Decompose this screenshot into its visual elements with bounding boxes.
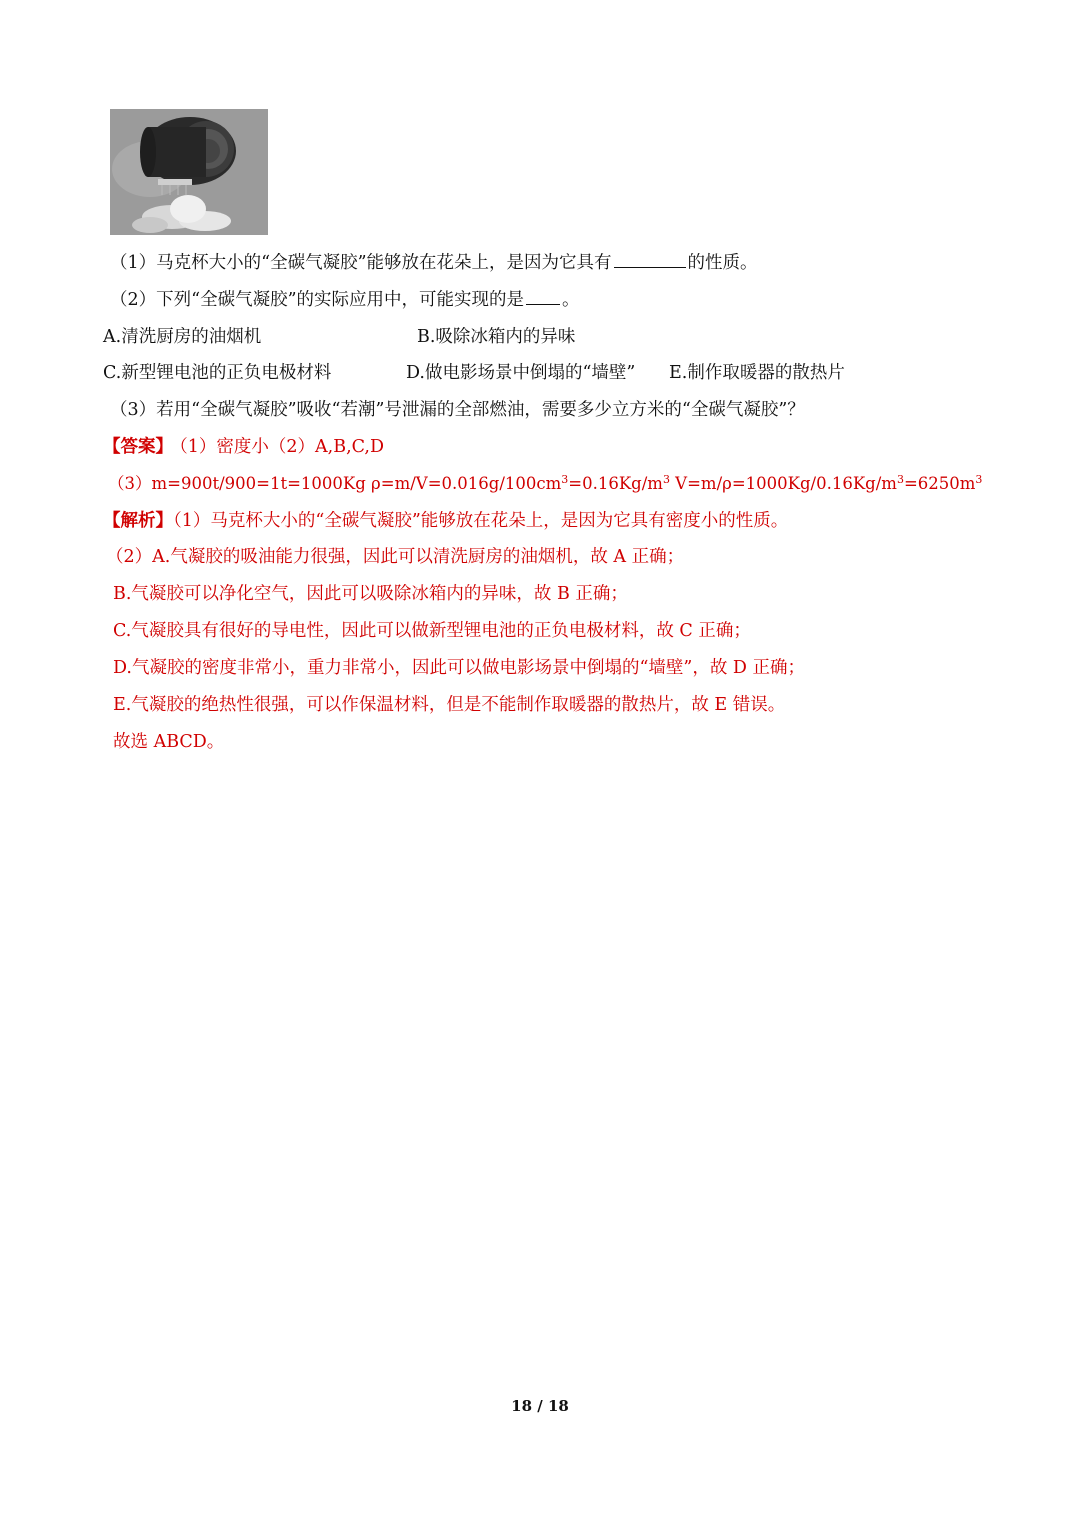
question-3: （3）若用“全碳气凝胶”吸收“若潮”号泄漏的全部燃油，需要多少立方米的“全碳气凝胶”？: [110, 400, 805, 420]
analysis-line-6: E.气凝胶的绝热性很强，可以作保温材料，但是不能制作取暖器的散热片，故 E 错误。: [113, 695, 786, 715]
analysis-line-5: D.气凝胶的密度非常小，重力非常小，因此可以做电影场景中倒塌的“墙壁”，故 D 正确；: [113, 658, 806, 678]
option-d: D.做电影场景中倒塌的“墙壁”: [406, 363, 636, 383]
answer-blank-2: [526, 303, 560, 305]
answer-tag: 【答案】: [103, 437, 173, 457]
option-e: E.制作取暖器的散热片: [669, 363, 845, 383]
aerogel-on-flower-photo: [110, 109, 268, 235]
analysis-line-1: 【解析】（1）马克杯大小的“全碳气凝胶”能够放在花朵上，是因为它具有密度小的性质。: [103, 511, 789, 531]
option-a: A.清洗厨房的油烟机: [103, 327, 262, 347]
analysis-line-2: （2）A.气凝胶的吸油能力很强，因此可以清洗厨房的油烟机，故 A 正确；: [106, 547, 685, 567]
answer-blank-1: [614, 266, 686, 268]
analysis-tag: 【解析】: [103, 511, 173, 531]
question-1: （1）马克杯大小的“全碳气凝胶”能够放在花朵上，是因为它具有 的性质。: [110, 253, 758, 273]
answer-line-2: （3）m=900t/900=1t=1000Kg $\rho=m/V=0.016g/100cm^3=0.16Kg/m^3$ $V=m/\rho=1000Kg/0.16Kg/m^3=6250m^3$: [108, 473, 983, 493]
option-b: B.吸除冰箱内的异味: [417, 327, 576, 347]
answer-line-1: 【答案】 （1）密度小（2）A,B,C,D: [103, 437, 385, 457]
question-2: （2）下列“全碳气凝胶”的实际应用中，可能实现的是 。: [110, 290, 580, 310]
page-number: 18 / 18: [511, 1397, 569, 1415]
analysis-line-4: C.气凝胶具有很好的导电性，因此可以做新型锂电池的正负电极材料，故 C 正确；: [113, 621, 751, 641]
option-c: C.新型锂电池的正负电极材料: [103, 363, 332, 383]
analysis-line-3: B.气凝胶可以净化空气，因此可以吸除冰箱内的异味，故 B 正确；: [113, 584, 628, 604]
analysis-line-7: 故选 ABCD。: [113, 732, 225, 752]
